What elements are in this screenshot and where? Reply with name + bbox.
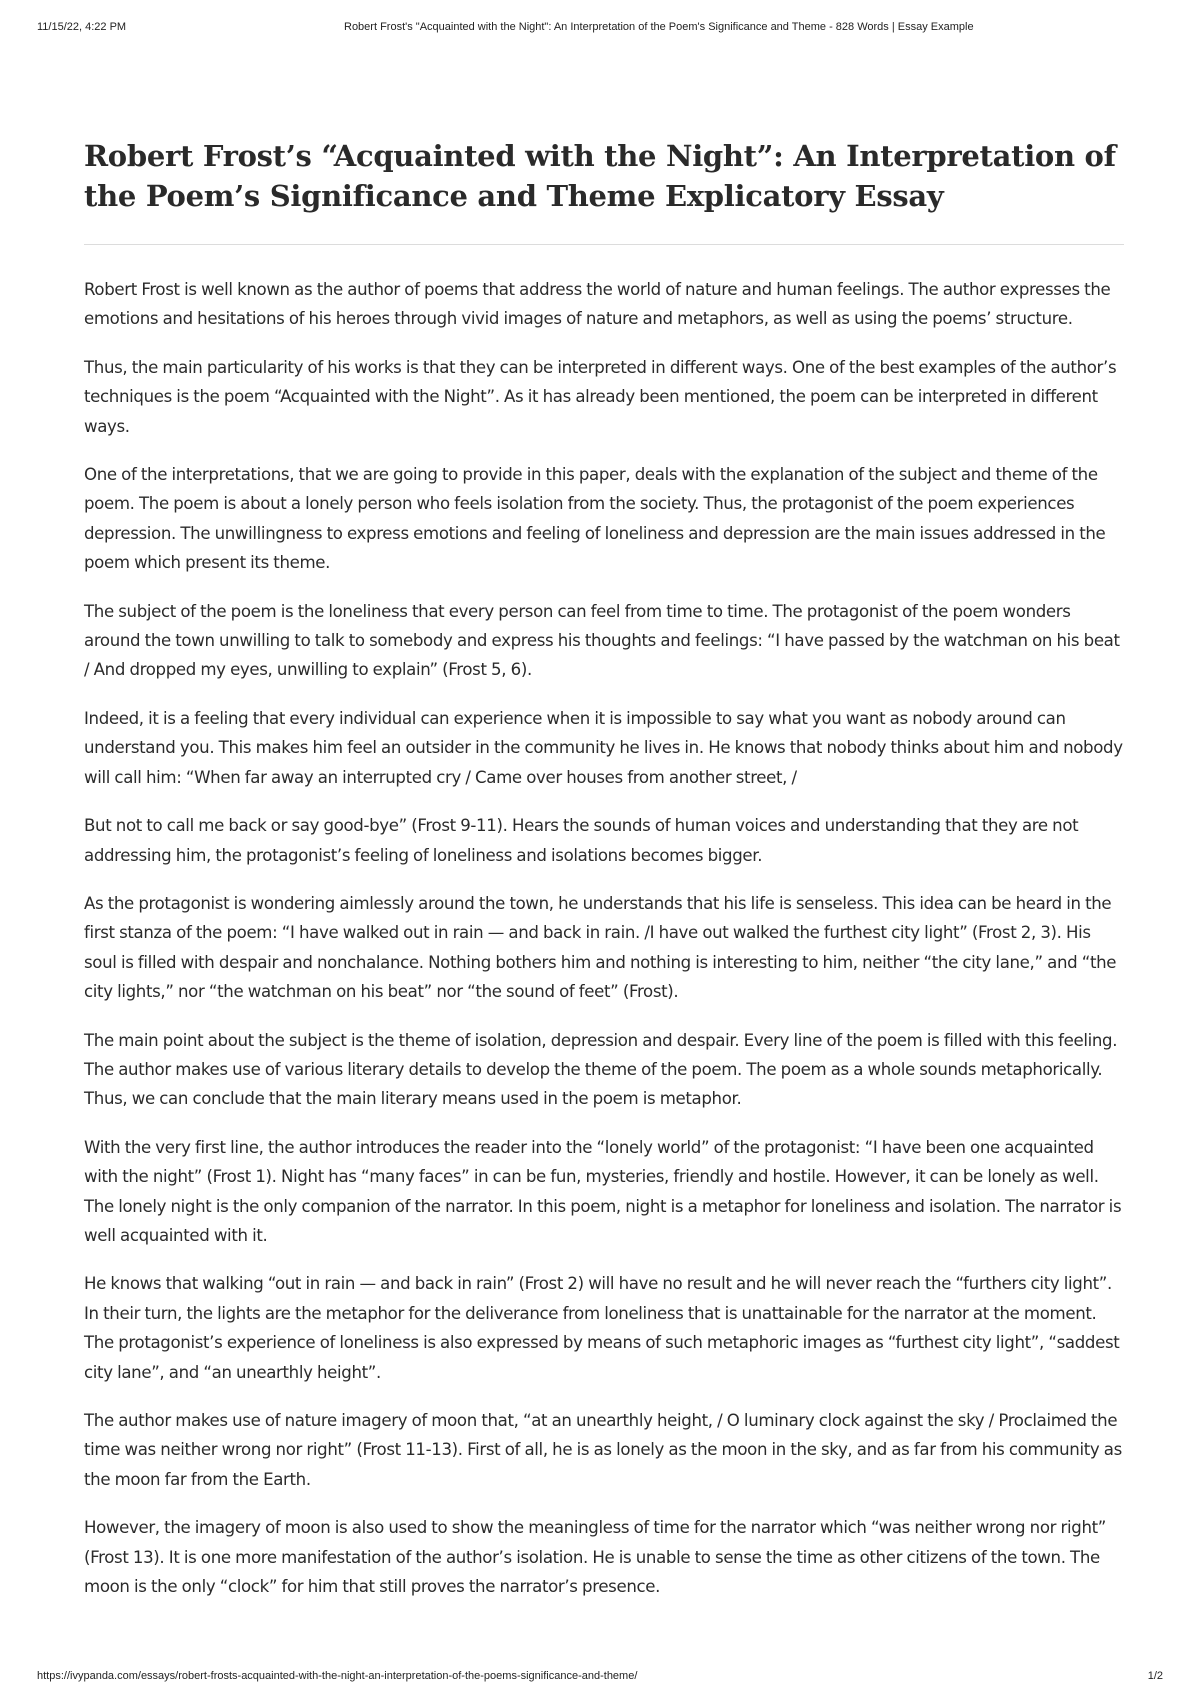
paragraph: But not to call me back or say good-bye” (Frost 9-11). Hears the sounds of human voices and understanding that they are not addressing him, the protagonist’s feeling of loneliness and isolations becomes bigger. bbox=[84, 816, 1079, 865]
print-footer bbox=[37, 1670, 1163, 1684]
paragraph: He knows that walking “out in rain — and back in rain” (Frost 2) will have no result and he will never reach the “furthers city light”. In their turn, the lights are the metaphor for the deliverance from loneliness that is unattainable for the narrator at the moment. The protagonist’s experience of loneliness is also expressed by means of such metaphoric images as “furthest city light”, “saddest city lane”, and “an unearthly height”. bbox=[84, 1274, 1120, 1382]
paragraph: One of the interpretations, that we are going to provide in this paper, deals with the explanation of the subject and theme of the poem. The poem is about a lonely person who feels isolation from the society. Thus, the protagonist of the poem experiences depression. The unwillingness to express emotions and feeling of loneliness and depression are the main issues addressed in the poem which present its theme. bbox=[84, 465, 1106, 573]
paragraph: However, the imagery of moon is also used to show the meaningless of time for the narrator which “was neither wrong nor right” (Frost 13). It is one more manifestation of the author’s isolation. He is unable to sense the time as other citizens of the town. The moon is the only “clock” for him that still proves the narrator’s presence. bbox=[84, 1518, 1107, 1597]
article-title: Robert Frost’s “Acquainted with the Night”: An Interpretation of the Poem’s Significance and Theme Explicatory Essay bbox=[84, 139, 1116, 213]
paragraph: The subject of the poem is the loneliness that every person can feel from time to time. The protagonist of the poem wonders around the town unwilling to talk to somebody and express his thoughts and feelings: “I have passed by the watchman on his beat / And dropped my eyes, unwilling to explain” (Frost 5, 6). bbox=[84, 601, 1120, 680]
article-body bbox=[84, 275, 1124, 1601]
paragraph: Indeed, it is a feeling that every individual can experience when it is impossible to say what you want as nobody around can understand you. This makes him feel an outsider in the community he lives in. He knows that nobody thinks about him and nobody will call him: “When far away an interrupted cry / Came over houses from another street, / bbox=[84, 708, 1123, 787]
print-header bbox=[37, 21, 1163, 35]
title-divider bbox=[84, 244, 1124, 245]
paragraph: With the very first line, the author introduces the reader into the “lonely world” of the protagonist: “I have been one acquainted with the night” (Frost 1). Night has “many faces” in can be fun, mysteries, friendly and hostile. However, it can be lonely as well. The lonely night is the only companion of the narrator. In this poem, night is a metaphor for loneliness and isolation. The narrator is well acquainted with it. bbox=[84, 1137, 1122, 1245]
paragraph: The main point about the subject is the theme of isolation, depression and despair. Every line of the poem is filled with this feeling. The author makes use of various literary details to develop the theme of the poem. The poem as a whole sounds metaphorically. Thus, we can conclude that the main literary means used in the poem is metaphor. bbox=[84, 1030, 1118, 1109]
paragraph: Robert Frost is well known as the author of poems that address the world of nature and human feelings. The author expresses the emotions and hesitations of his heroes through vivid images of nature and metaphors, as well as using the poems’ structure. bbox=[84, 280, 1111, 329]
print-page-title: Robert Frost's "Acquainted with the Night": An Interpretation of the Poem's Significance and Theme - 828 Words | Essay Example bbox=[344, 21, 974, 33]
print-url: https://ivypanda.com/essays/robert-frosts-acquainted-with-the-night-an-interpretation-of-the-poems-significance-and-theme/ bbox=[37, 1670, 638, 1682]
print-datetime: 11/15/22, 4:22 PM bbox=[37, 21, 127, 33]
page-number: 1/2 bbox=[1147, 1670, 1163, 1682]
article bbox=[84, 136, 1124, 1620]
paragraph: The author makes use of nature imagery of moon that, “at an unearthly height, / O luminary clock against the sky / Proclaimed the time was neither wrong nor right” (Frost 11-13). First of all, he is as lonely as the moon in the sky, and as far from his community as the moon far from the Earth. bbox=[84, 1411, 1122, 1489]
paragraph: Thus, the main particularity of his works is that they can be interpreted in different ways. One of the best examples of the author’s techniques is the poem “Acquainted with the Night”. As it has already been mentioned, the poem can be interpreted in different ways. bbox=[84, 357, 1117, 436]
paragraph: As the protagonist is wondering aimlessly around the town, he understands that his life is senseless. This idea can be heard in the first stanza of the poem: “I have walked out in rain — and back in rain. /I have out walked the furthest city light” (Frost 2, 3). His soul is filled with despair and nonchalance. Nothing bothers him and nothing is interesting to him, neither “the city lane,” and “the city lights,” nor “the watchman on his beat” nor “the sound of feet” (Frost). bbox=[84, 893, 1117, 1002]
